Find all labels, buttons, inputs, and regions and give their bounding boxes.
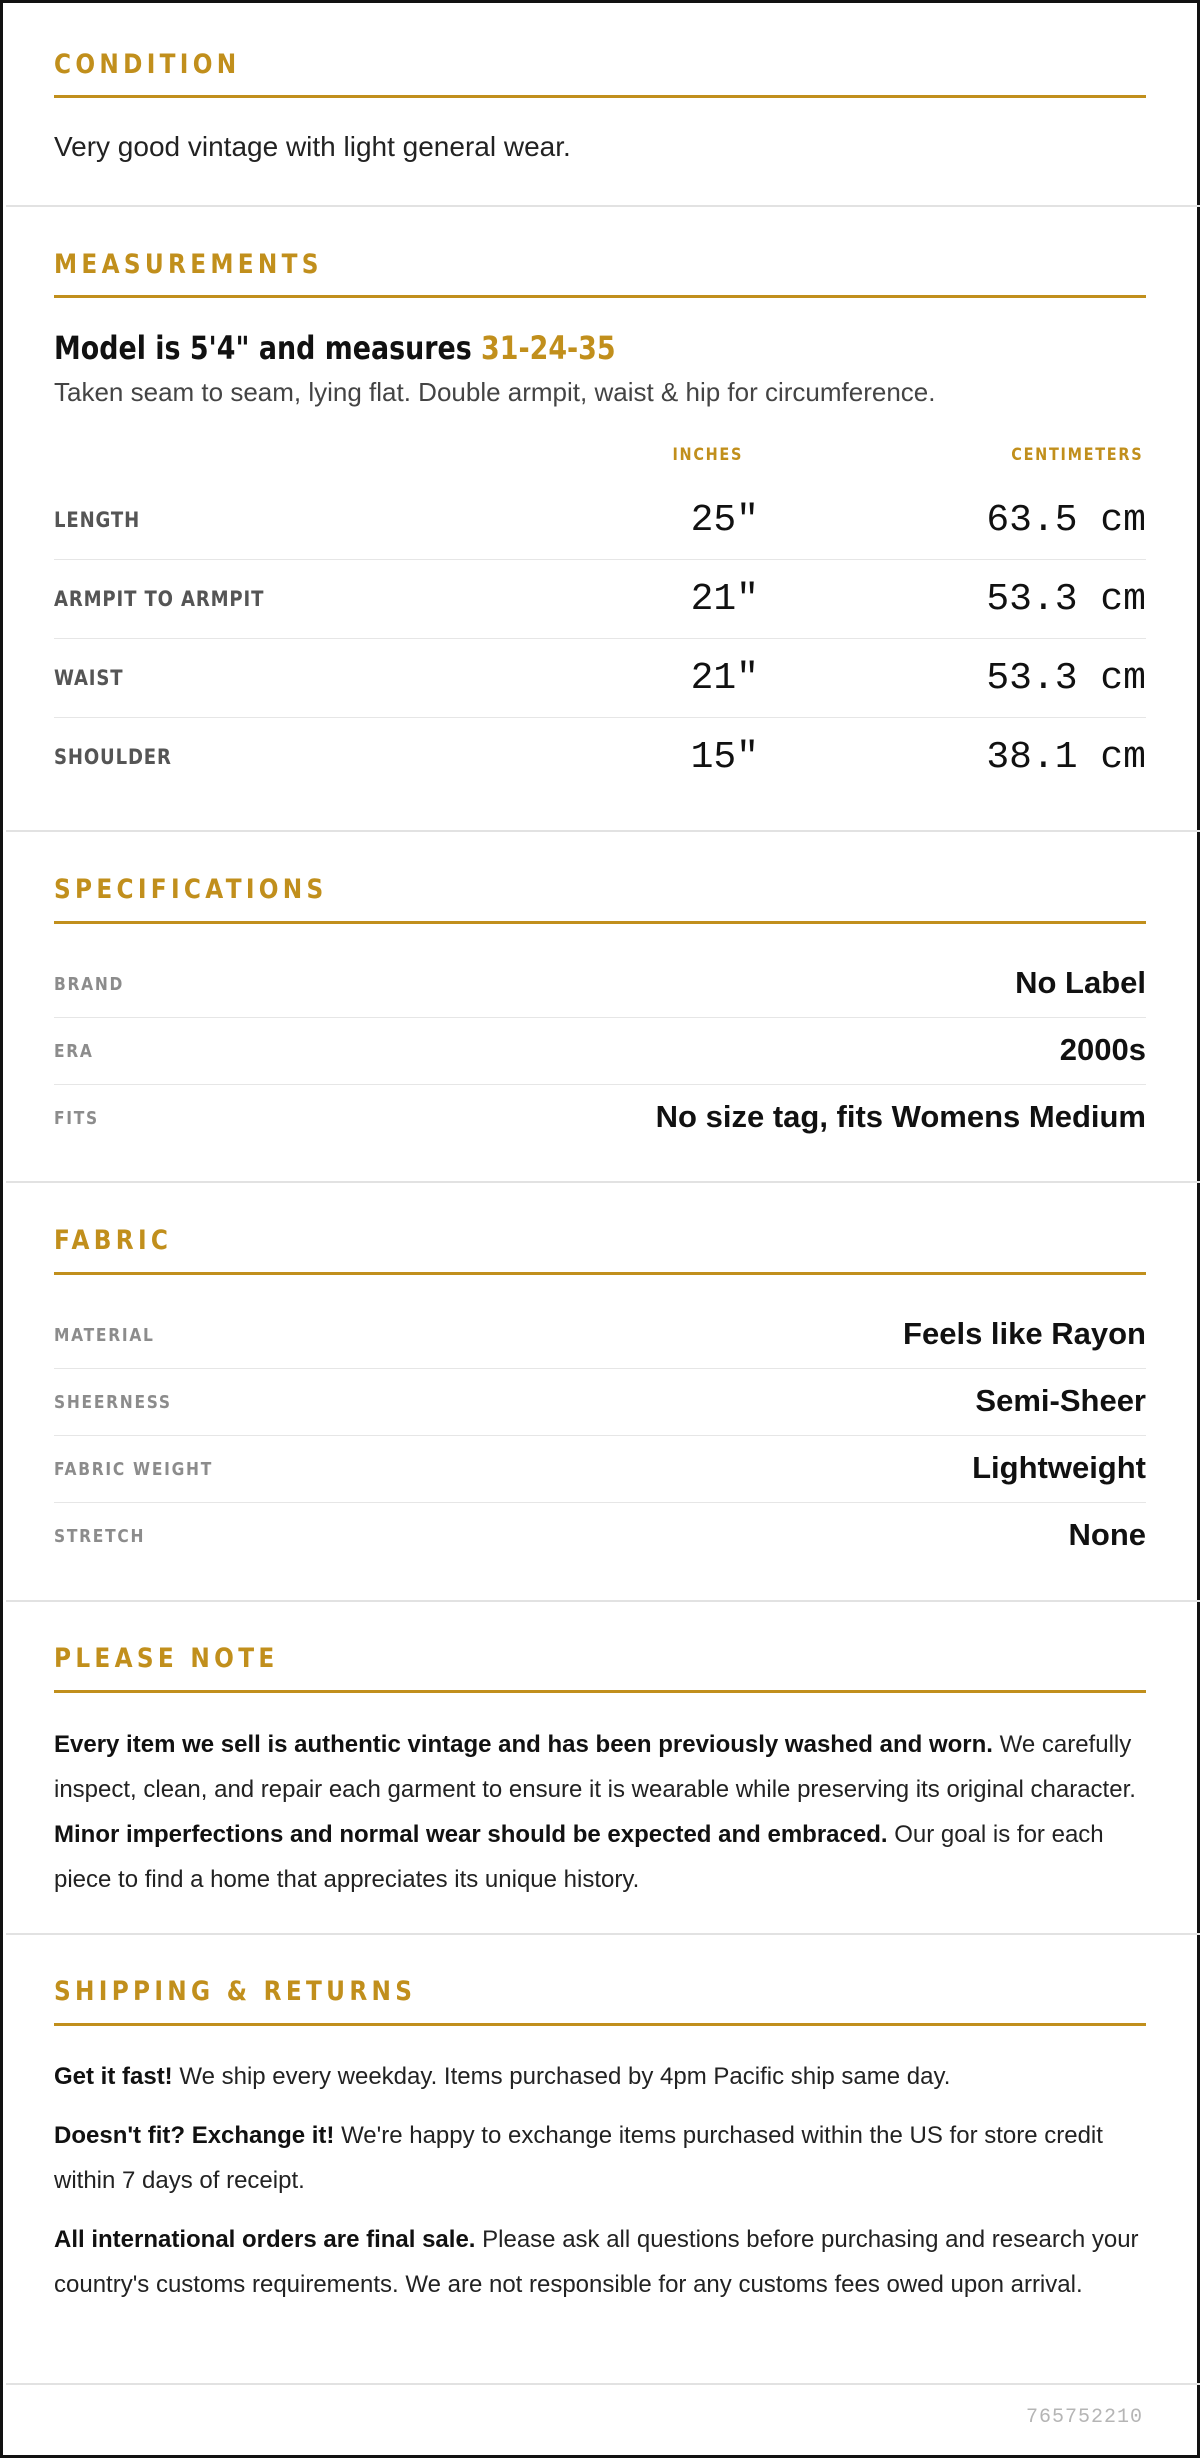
shipping-paragraph-1 — [54, 2054, 1146, 2099]
measurement-inches: 21" — [690, 578, 759, 621]
fabric-row — [54, 1503, 1146, 1570]
measurements-heading: MEASUREMENTS — [54, 249, 323, 280]
fabric-value: Semi-Sheer — [975, 1383, 1146, 1418]
section-divider — [6, 1181, 1200, 1183]
spec-label: FITS — [54, 1108, 99, 1129]
please-note-text-2: Our goal is for each piece to find a home that appreciates its unique history. — [54, 1821, 1104, 1893]
fabric-value: None — [1068, 1517, 1146, 1552]
measurement-inches: 15" — [690, 736, 759, 779]
condition-heading: CONDITION — [54, 49, 241, 80]
measurement-row — [54, 639, 1146, 718]
section-divider — [6, 830, 1200, 832]
section-divider — [6, 1600, 1200, 1602]
measurement-label: LENGTH — [54, 508, 141, 532]
spec-label: BRAND — [54, 974, 125, 995]
measurement-note: Taken seam to seam, lying flat. Double armpit, waist & hip for circumference. — [54, 377, 936, 407]
shipping-heading: SHIPPING & RETURNS — [54, 1976, 417, 2007]
fabric-heading: FABRIC — [54, 1225, 173, 1256]
fabric-row — [54, 1369, 1146, 1436]
measurement-cm: 63.5 cm — [986, 499, 1146, 542]
fabric-label: MATERIAL — [54, 1325, 155, 1346]
section-divider — [6, 2383, 1200, 2385]
measurement-row — [54, 560, 1146, 639]
measurement-label: ARMPIT TO ARMPIT — [54, 587, 265, 611]
measurement-cm: 53.3 cm — [986, 578, 1146, 621]
shipping-text-2: We're happy to exchange items purchased within the US for store credit within 7 days of receipt. — [54, 2122, 1103, 2194]
shipping-text-1: We ship every weekday. Items purchased by 4pm Pacific ship same day. — [172, 2063, 951, 2090]
fabric-value: Feels like Rayon — [903, 1316, 1146, 1351]
spec-value: No size tag, fits Womens Medium — [655, 1099, 1146, 1134]
shipping-bold-1: Get it fast! — [54, 2063, 173, 2090]
measurement-label: SHOULDER — [54, 745, 172, 769]
please-note-bold-2: Minor imperfections and normal wear should be expected and embraced. — [54, 1821, 888, 1848]
condition-rule — [54, 95, 1146, 98]
model-measurements — [54, 329, 616, 367]
model-measure-value: 31-24-35 — [481, 329, 616, 367]
measurement-inches: 21" — [690, 657, 759, 700]
fabric-label: SHEERNESS — [54, 1392, 172, 1413]
spec-row — [54, 1085, 1146, 1152]
please-note-text — [54, 1722, 1146, 1902]
inches-column-header: INCHES — [672, 445, 743, 465]
shipping-paragraph-2 — [54, 2113, 1146, 2203]
spec-label: ERA — [54, 1041, 94, 1062]
please-note-rule — [54, 1690, 1146, 1693]
spec-row — [54, 951, 1146, 1018]
please-note-heading: PLEASE NOTE — [54, 1643, 279, 1674]
shipping-text-3: Please ask all questions before purchasing and research your country's customs requirements. We are not responsible for any customs fees owed upon arrival. — [54, 2226, 1139, 2298]
shipping-paragraph-3 — [54, 2217, 1146, 2307]
fabric-value: Lightweight — [972, 1450, 1146, 1485]
please-note-text-1: We carefully inspect, clean, and repair each garment to ensure it is wearable while preserving its original character. — [54, 1731, 1136, 1803]
condition-text: Very good vintage with light general wear. — [54, 131, 571, 162]
section-divider — [6, 205, 1200, 207]
please-note-bold-1: Every item we sell is authentic vintage and has been previously washed and worn. — [54, 1731, 993, 1758]
shipping-rule — [54, 2023, 1146, 2026]
spec-value: 2000s — [1059, 1032, 1146, 1067]
shipping-bold-2: Doesn't fit? Exchange it! — [54, 2122, 335, 2149]
shipping-bold-3: All international orders are final sale. — [54, 2226, 476, 2253]
measurement-label: WAIST — [54, 666, 124, 690]
section-divider — [6, 1933, 1200, 1935]
measurement-inches: 25" — [690, 499, 759, 542]
measurement-row — [54, 718, 1146, 797]
product-id: 765752210 — [1025, 2406, 1143, 2429]
measurement-cm: 53.3 cm — [986, 657, 1146, 700]
fabric-row — [54, 1302, 1146, 1369]
fabric-rule — [54, 1272, 1146, 1275]
specifications-rule — [54, 921, 1146, 924]
model-prefix: Model is 5'4" and measures — [54, 329, 482, 367]
fabric-label: FABRIC WEIGHT — [54, 1459, 214, 1480]
fabric-row — [54, 1436, 1146, 1503]
specifications-heading: SPECIFICATIONS — [54, 874, 328, 905]
measurements-rule — [54, 295, 1146, 298]
measurement-row — [54, 481, 1146, 560]
centimeters-column-header: CENTIMETERS — [1010, 445, 1143, 465]
fabric-label: STRETCH — [54, 1526, 146, 1547]
spec-row — [54, 1018, 1146, 1085]
measurement-cm: 38.1 cm — [986, 736, 1146, 779]
spec-value: No Label — [1015, 965, 1146, 1000]
